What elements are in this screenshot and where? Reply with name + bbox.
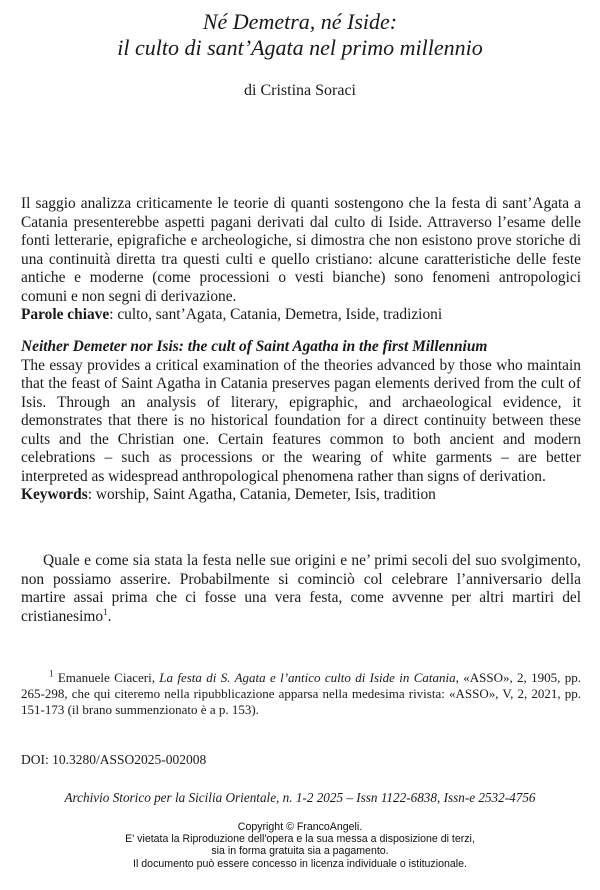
body-text: Quale e come sia stata la festa nelle sue origini e ne’ primi secoli del suo svolgimento, non possiamo asserire. Probabilmente si cominciò col celebrare l’anniversario della martire assai prima che ci fosse una vera festa, come avvenne per altri martiri del cristianesimo: [21, 552, 581, 625]
keywords-italian-list: : culto, sant’Agata, Catania, Demetra, Iside, tradizioni: [109, 306, 443, 323]
abstract-italian: [21, 195, 581, 325]
doi[interactable]: DOI: 10.3280/ASSO2025-002008: [21, 752, 207, 767]
footnote-reference[interactable]: 1: [103, 606, 108, 617]
copyright-line-1: Copyright © FrancoAngeli.: [237, 821, 363, 833]
footnote-work-title: La festa di S. Agata e l’antico culto di Iside in Catania: [159, 670, 456, 685]
copyright-line-2: E' vietata la Riproduzione dell'opera e la sua messa a disposizione di terzi,: [125, 833, 475, 846]
abstract-english-text: The essay provides a critical examination of the theories advanced by those who maintain that the feast of Saint Agatha in Catania preserves pagan elements derived from the cult of Isis. Through an analysis of literary, epigraphic, and archaeological evidence, it demonstrates that there is no historical foundation for a direct continuity between these cults and the Christian one. Certain features common to both ancient and modern celebrations – such as processions or the wearing of white garments – are better interpreted as widespread anthropological phenomena rather than signs of derivation.: [21, 356, 581, 485]
keywords-italian: [21, 306, 581, 325]
abstract-english: [21, 338, 581, 505]
journal-citation: Archivio Storico per la Sicilia Orientale, n. 1-2 2025 – Issn 1122-6838, Issn-e 2532-4756: [64, 790, 536, 805]
footnote-mark: 1: [49, 668, 54, 679]
article-title-line-2: il culto di sant’Agata nel primo millennio: [117, 35, 483, 60]
footnote: [21, 670, 581, 718]
keywords-english-label: Keywords: [21, 486, 88, 503]
copyright-line-3: sia in forma gratuita sia a pagamento.: [211, 845, 389, 858]
english-title: Neither Demeter nor Isis: the cult of Saint Agatha in the first Millennium: [21, 338, 488, 355]
footnote-citation: , «ASSO», 2, 1905, pp. 265-298, che qui citeremo nella ripubblicazione apparsa nella medesima rivista: «ASSO», V, 2, 2021, pp. 151-173 (il brano summenzionato è a p. 153).: [21, 670, 581, 717]
author-byline: di Cristina Soraci: [244, 82, 356, 99]
copyright-notice: [0, 821, 600, 870]
keywords-english-list: : worship, Saint Agatha, Catania, Demeter, Isis, tradition: [87, 486, 436, 503]
abstract-italian-text: Il saggio analizza criticamente le teorie di quanti sostengono che la festa di sant’Agata a Catania presenterebbe aspetti pagani derivati dal culto di Iside. Attraverso l’esame delle fonti letterarie, epigrafiche e archeologiche, si dimostra che non esistono prove storiche di una continuità diretta tra questi culti e quello cristiano: alcune caratteristiche delle feste antiche e moderne (come processioni o vesti bianche) sono fenomeni antropologici comuni e non segni di derivazione.: [21, 195, 581, 305]
keywords-english: [21, 486, 581, 505]
footnote-author: Emanuele Ciaceri,: [53, 670, 160, 685]
body-paragraph-text: Quale e come sia stata la festa nelle sue origini e ne’ primi secoli del suo svolgimento, non possiamo asserire. Probabilmente si cominciò col celebrare l’anniversario della martire assai prima che ci fosse una vera festa, come avvenne per altri martiri del cristianesimo$^1$.: [21, 552, 581, 625]
body-paragraph: [21, 552, 581, 626]
footnote-text: [21, 670, 581, 718]
keywords-italian-label: Parole chiave: [21, 306, 110, 323]
article-title-line-1: Né Demetra, né Iside:: [202, 9, 398, 34]
copyright-line-4: Il documento può essere concesso in licenza individuale o istituzionale.: [133, 857, 467, 870]
